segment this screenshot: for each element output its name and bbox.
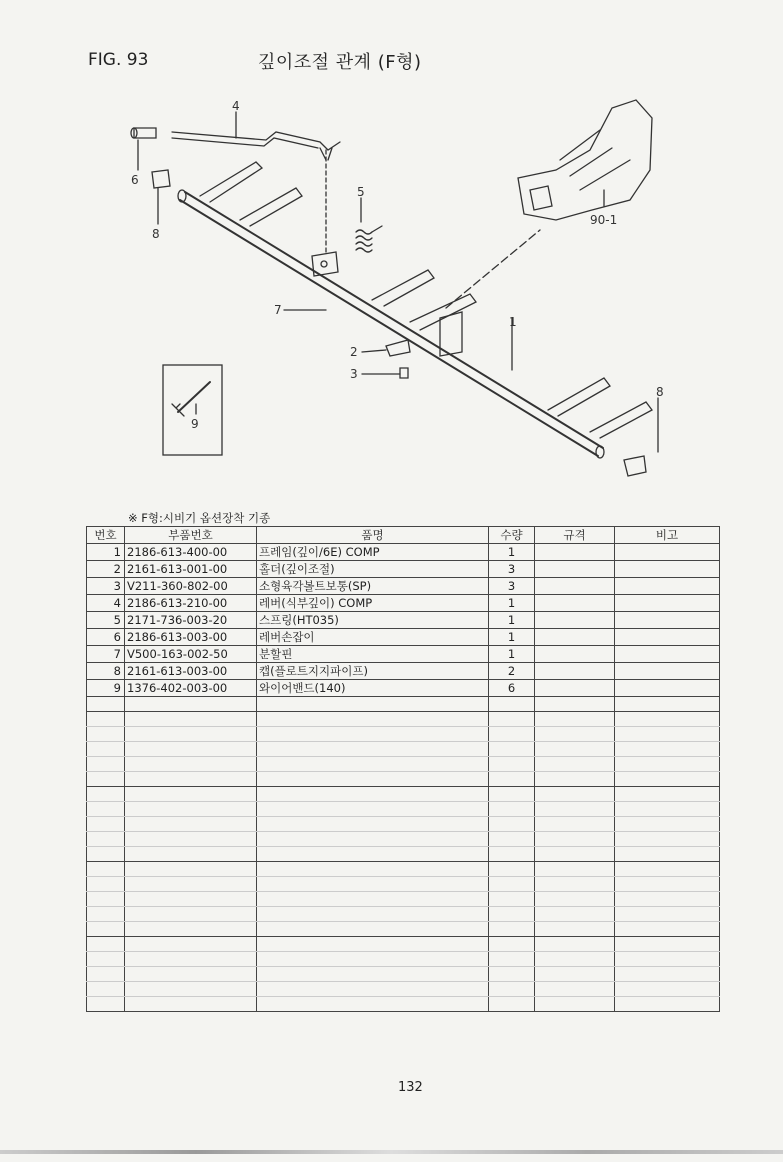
table-row <box>87 629 720 646</box>
row-spec <box>535 646 615 663</box>
row-qty: 1 <box>489 646 535 663</box>
col-header-no: 번호 <box>87 527 125 544</box>
row-remarks <box>615 680 720 697</box>
row-name: 레버손잡이 <box>257 629 489 646</box>
table-row-blank <box>87 877 720 892</box>
table-row-blank <box>87 727 720 742</box>
row-spec <box>535 544 615 561</box>
row-name: 캡(플로트지지파이프) <box>257 663 489 680</box>
row-name: 홀더(깊이조절) <box>257 561 489 578</box>
row-remarks <box>615 663 720 680</box>
table-row <box>87 544 720 561</box>
row-part-number: V211-360-802-00 <box>125 578 257 595</box>
row-qty: 6 <box>489 680 535 697</box>
row-qty: 1 <box>489 544 535 561</box>
table-row <box>87 595 720 612</box>
row-part-number: 2186-613-003-00 <box>125 629 257 646</box>
callout-8-top: 8 <box>152 227 160 241</box>
table-row-blank <box>87 937 720 952</box>
callout-90-1: 90-1 <box>590 213 618 227</box>
table-row-blank <box>87 967 720 982</box>
row-remarks <box>615 629 720 646</box>
scan-edge <box>0 1150 783 1154</box>
row-no: 1 <box>87 544 125 561</box>
row-no: 5 <box>87 612 125 629</box>
table-row-blank <box>87 847 720 862</box>
row-name: 프레임(깊이/6E) COMP <box>257 544 489 561</box>
callout-9: 9 <box>191 417 199 431</box>
table-row-blank <box>87 712 720 727</box>
callout-1: 1 <box>509 315 517 329</box>
table-row <box>87 561 720 578</box>
row-qty: 1 <box>489 595 535 612</box>
table-row-blank <box>87 787 720 802</box>
row-no: 6 <box>87 629 125 646</box>
row-no: 7 <box>87 646 125 663</box>
table-row-blank <box>87 922 720 937</box>
table-row-blank <box>87 697 720 712</box>
col-header-remarks: 비고 <box>615 527 720 544</box>
row-qty: 3 <box>489 578 535 595</box>
row-no: 8 <box>87 663 125 680</box>
row-remarks <box>615 646 720 663</box>
table-row <box>87 663 720 680</box>
table-row <box>87 578 720 595</box>
col-header-qty: 수량 <box>489 527 535 544</box>
row-remarks <box>615 544 720 561</box>
table-header-row <box>87 527 720 544</box>
callout-2: 2 <box>350 345 358 359</box>
callout-7: 7 <box>274 303 282 317</box>
row-spec <box>535 680 615 697</box>
callout-3: 3 <box>350 367 358 381</box>
option-note: ※ F형:시비기 옵션장착 기종 <box>128 511 271 525</box>
row-qty: 2 <box>489 663 535 680</box>
callout-8-bottom: 8 <box>656 385 664 399</box>
row-spec <box>535 595 615 612</box>
row-part-number: 2161-613-003-00 <box>125 663 257 680</box>
row-part-number: 2186-613-400-00 <box>125 544 257 561</box>
row-no: 3 <box>87 578 125 595</box>
row-name: 레버(식부깊이) COMP <box>257 595 489 612</box>
row-name: 분할핀 <box>257 646 489 663</box>
row-spec <box>535 629 615 646</box>
row-remarks <box>615 561 720 578</box>
row-spec <box>535 612 615 629</box>
table-row-blank <box>87 862 720 877</box>
row-name: 와이어밴드(140) <box>257 680 489 697</box>
page-number: 132 <box>398 1080 423 1095</box>
row-name: 소형육각볼트보통(SP) <box>257 578 489 595</box>
row-part-number: 2171-736-003-20 <box>125 612 257 629</box>
table-row-blank <box>87 742 720 757</box>
table-row-blank <box>87 832 720 847</box>
table-row-blank <box>87 757 720 772</box>
table-row-blank <box>87 982 720 997</box>
row-qty: 3 <box>489 561 535 578</box>
row-no: 2 <box>87 561 125 578</box>
table-row-blank <box>87 997 720 1012</box>
row-remarks <box>615 612 720 629</box>
table-row-blank <box>87 772 720 787</box>
row-no: 9 <box>87 680 125 697</box>
row-part-number: 2161-613-001-00 <box>125 561 257 578</box>
figure-title: 깊이조절 관계 (F형) <box>258 52 422 73</box>
row-part-number: 1376-402-003-00 <box>125 680 257 697</box>
table-row <box>87 612 720 629</box>
col-header-name: 품명 <box>257 527 489 544</box>
row-part-number: 2186-613-210-00 <box>125 595 257 612</box>
callout-4: 4 <box>232 99 240 113</box>
col-header-spec: 규격 <box>535 527 615 544</box>
table-row-blank <box>87 907 720 922</box>
row-part-number: V500-163-002-50 <box>125 646 257 663</box>
parts-diagram <box>0 0 783 520</box>
row-spec <box>535 578 615 595</box>
row-remarks <box>615 578 720 595</box>
callout-6: 6 <box>131 173 139 187</box>
row-qty: 1 <box>489 612 535 629</box>
table-row-blank <box>87 952 720 967</box>
parts-table <box>86 526 720 1012</box>
row-spec <box>535 561 615 578</box>
row-remarks <box>615 595 720 612</box>
figure-number: FIG. 93 <box>88 50 149 70</box>
row-spec <box>535 663 615 680</box>
table-row-blank <box>87 817 720 832</box>
table-row <box>87 680 720 697</box>
row-name: 스프링(HT035) <box>257 612 489 629</box>
table-row-blank <box>87 892 720 907</box>
col-header-part-number: 부품번호 <box>125 527 257 544</box>
table-row-blank <box>87 802 720 817</box>
row-qty: 1 <box>489 629 535 646</box>
callout-5: 5 <box>357 185 365 199</box>
row-no: 4 <box>87 595 125 612</box>
table-row <box>87 646 720 663</box>
